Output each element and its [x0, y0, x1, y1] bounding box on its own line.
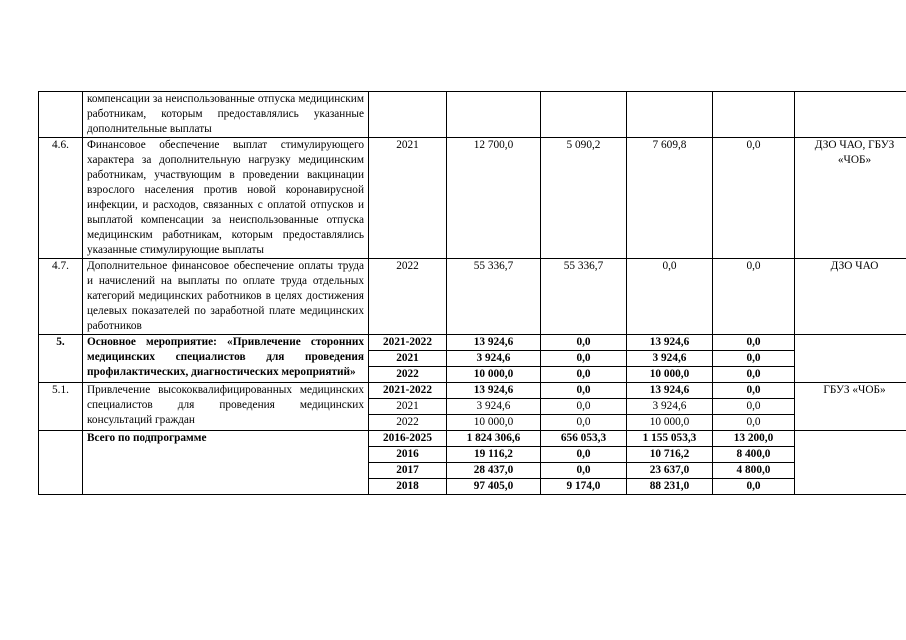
table-row — [39, 92, 906, 138]
value-c-cell: 13 200,0 — [713, 431, 795, 447]
value-a-cell: 0,0 — [541, 447, 627, 463]
program-table — [38, 91, 906, 495]
value-c-cell: 0,0 — [713, 138, 795, 259]
value-a-cell: 5 090,2 — [541, 138, 627, 259]
value-c-cell: 0,0 — [713, 479, 795, 495]
value-a-cell: 656 053,3 — [541, 431, 627, 447]
total-cell: 97 405,0 — [447, 479, 541, 495]
year-cell: 2022 — [369, 415, 447, 431]
row-number-cell: 5. — [39, 335, 83, 383]
value-c-cell: 0,0 — [713, 415, 795, 431]
value-c-cell: 8 400,0 — [713, 447, 795, 463]
total-cell: 10 000,0 — [447, 367, 541, 383]
value-c-cell: 0,0 — [713, 383, 795, 399]
total-cell: 1 824 306,6 — [447, 431, 541, 447]
value-b-cell: 1 155 053,3 — [627, 431, 713, 447]
year-cell: 2016 — [369, 447, 447, 463]
row-number-cell: 5.1. — [39, 383, 83, 431]
value-b-cell: 3 924,6 — [627, 351, 713, 367]
table-row — [39, 431, 906, 447]
year-cell: 2021 — [369, 399, 447, 415]
total-cell: 13 924,6 — [447, 383, 541, 399]
year-cell: 2021 — [369, 351, 447, 367]
value-a-cell: 0,0 — [541, 415, 627, 431]
executor-cell — [795, 92, 906, 138]
measure-name-cell: Всего по подпрограмме — [83, 431, 369, 495]
table-row — [39, 259, 906, 335]
row-number-cell — [39, 431, 83, 495]
total-cell: 19 116,2 — [447, 447, 541, 463]
value-c-cell: 0,0 — [713, 399, 795, 415]
row-number-cell: 4.7. — [39, 259, 83, 335]
year-cell: 2016-2025 — [369, 431, 447, 447]
executor-cell: ДЗО ЧАО — [795, 259, 906, 335]
value-b-cell: 13 924,6 — [627, 383, 713, 399]
year-cell: 2021-2022 — [369, 383, 447, 399]
table-row — [39, 383, 906, 399]
year-cell: 2018 — [369, 479, 447, 495]
value-a-cell: 0,0 — [541, 399, 627, 415]
total-cell: 28 437,0 — [447, 463, 541, 479]
year-cell: 2022 — [369, 259, 447, 335]
value-a-cell: 55 336,7 — [541, 259, 627, 335]
value-b-cell: 10 000,0 — [627, 415, 713, 431]
value-c-cell: 0,0 — [713, 259, 795, 335]
value-a-cell: 9 174,0 — [541, 479, 627, 495]
value-a-cell: 0,0 — [541, 351, 627, 367]
total-cell: 13 924,6 — [447, 335, 541, 351]
value-a-cell: 0,0 — [541, 463, 627, 479]
row-number-cell: 4.6. — [39, 138, 83, 259]
total-cell: 12 700,0 — [447, 138, 541, 259]
value-c-cell: 0,0 — [713, 351, 795, 367]
total-cell — [447, 92, 541, 138]
value-b-cell: 3 924,6 — [627, 399, 713, 415]
row-number-cell — [39, 92, 83, 138]
measure-name-cell: Основное мероприятие: «Привлечение сторонних медицинских специалистов для проведения профилактических, диагностических мероприятий» — [83, 335, 369, 383]
value-c-cell: 4 800,0 — [713, 463, 795, 479]
value-b-cell: 7 609,8 — [627, 138, 713, 259]
table-row — [39, 335, 906, 351]
measure-name-cell: Финансовое обеспечение выплат стимулирующего характера за дополнительную нагрузку медицинским работникам, участвующим в проведении вакцинации взрослого населения против новой коронавирусной инфекции, и расходов, связанных с оплатой отпусков и выплатой компенсации за неиспользованные отпуска медицинским работникам, которым предоставлялись указанные стимулирующие выплаты — [83, 138, 369, 259]
value-c-cell — [713, 92, 795, 138]
value-b-cell: 13 924,6 — [627, 335, 713, 351]
measure-name-cell: компенсации за неиспользованные отпуска медицинским работникам, которым предоставлялись указанные дополнительные выплаты — [83, 92, 369, 138]
value-c-cell: 0,0 — [713, 367, 795, 383]
total-cell: 3 924,6 — [447, 399, 541, 415]
executor-cell: ГБУЗ «ЧОБ» — [795, 383, 906, 431]
value-b-cell: 88 231,0 — [627, 479, 713, 495]
year-cell: 2017 — [369, 463, 447, 479]
value-b-cell: 23 637,0 — [627, 463, 713, 479]
executor-cell: ДЗО ЧАО, ГБУЗ «ЧОБ» — [795, 138, 906, 259]
year-cell: 2021-2022 — [369, 335, 447, 351]
value-a-cell — [541, 92, 627, 138]
total-cell: 3 924,6 — [447, 351, 541, 367]
total-cell: 55 336,7 — [447, 259, 541, 335]
total-cell: 10 000,0 — [447, 415, 541, 431]
year-cell: 2022 — [369, 367, 447, 383]
value-a-cell: 0,0 — [541, 335, 627, 351]
year-cell: 2021 — [369, 138, 447, 259]
measure-name-cell: Привлечение высококвалифицированных медицинских специалистов для проведения медицинских консультаций граждан — [83, 383, 369, 431]
value-b-cell: 10 000,0 — [627, 367, 713, 383]
value-c-cell: 0,0 — [713, 335, 795, 351]
table-row — [39, 138, 906, 259]
executor-cell — [795, 335, 906, 383]
value-b-cell: 10 716,2 — [627, 447, 713, 463]
year-cell — [369, 92, 447, 138]
measure-name-cell: Дополнительное финансовое обеспечение оплаты труда и начислений на выплаты по оплате труда отдельных категорий медицинских работников в целях достижения целевых показателей по заработной плате медицинских работников — [83, 259, 369, 335]
executor-cell — [795, 431, 906, 495]
value-b-cell — [627, 92, 713, 138]
value-b-cell: 0,0 — [627, 259, 713, 335]
value-a-cell: 0,0 — [541, 367, 627, 383]
value-a-cell: 0,0 — [541, 383, 627, 399]
